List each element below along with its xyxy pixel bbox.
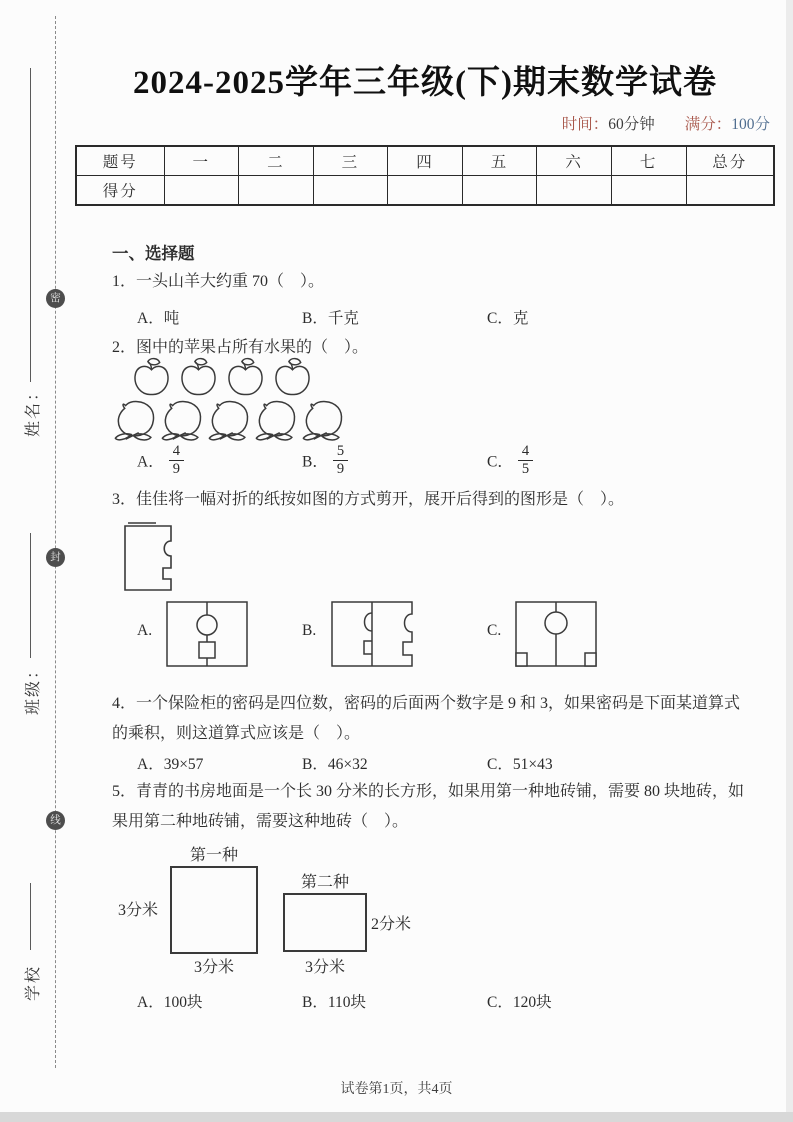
header-cell: 七 <box>611 146 686 176</box>
seal-dotted-line <box>55 16 56 1068</box>
option-a: A． $\frac{4}{9}$ <box>137 446 184 480</box>
header-cell: 四 <box>388 146 463 176</box>
option-b: B．46×32 <box>302 756 368 773</box>
seal-stamp-xian: 线 <box>46 811 65 830</box>
option-c: C. <box>487 622 502 639</box>
time-value: 60分钟 <box>608 116 655 133</box>
tile1-bottom-dim: 3分米 <box>193 959 234 976</box>
scan-edge-right <box>786 0 793 1122</box>
score-cell <box>611 176 686 206</box>
score-cell <box>164 176 239 206</box>
tile1-left-dim: 3分米 <box>118 902 159 919</box>
question-2-text: 2．图中的苹果占所有水果的（ ）。 <box>112 339 369 356</box>
page-footer: 试卷第1页，共4页 <box>340 1082 453 1097</box>
score-cell <box>239 176 314 206</box>
tile1-label: 第一种 <box>189 847 238 864</box>
score-table-score-row <box>76 176 774 206</box>
peach-icon <box>209 402 247 440</box>
score-cell <box>686 176 774 206</box>
option-a: A. <box>137 622 153 639</box>
time-label: 时间： <box>561 116 609 133</box>
question-4-options <box>112 752 777 778</box>
fruit-figure <box>110 356 360 444</box>
fraction: $\frac{4}{5}$ <box>518 443 533 477</box>
header-cell: 一 <box>164 146 239 176</box>
tile2-right-dim: 2分米 <box>371 916 412 933</box>
seal-rule-segment <box>30 883 31 950</box>
full-score-label: 满分： <box>684 116 732 133</box>
option-c: C．克 <box>487 310 529 327</box>
tile2-label: 第二种 <box>300 874 349 891</box>
question-5-text-line1: 5．青青的书房地面是一个长 30 分米的长方形，如果用第一种地砖铺，需要 80 块地砖，如 <box>112 783 745 800</box>
score-cell <box>462 176 537 206</box>
question-4-text-line2: 的乘积，则这道算式应该是（ ）。 <box>112 725 361 742</box>
exam-meta <box>75 112 770 134</box>
option-b: B． $\frac{5}{9}$ <box>302 446 348 480</box>
option-b-figure <box>330 600 414 668</box>
section-title: 一、选择题 <box>112 244 195 263</box>
header-cell: 六 <box>537 146 612 176</box>
scan-edge-bottom <box>0 1112 793 1122</box>
score-table <box>75 145 775 206</box>
peach-icon <box>303 402 341 440</box>
peach-icon <box>115 402 153 440</box>
exam-title: 2024-2025学年三年级(下)期末数学试卷 <box>133 65 717 101</box>
fraction: $\frac{4}{9}$ <box>169 443 184 477</box>
student-class-label: 班级： <box>25 661 42 716</box>
question-3-options <box>112 598 777 672</box>
question-1-options <box>112 306 777 332</box>
seal-rule-segment <box>30 68 31 382</box>
tile2-figure <box>283 893 367 952</box>
option-c: C．51×43 <box>487 756 553 773</box>
option-a: A．39×57 <box>137 756 204 773</box>
score-table-header-row <box>76 146 774 176</box>
question-4-text-line1: 4．一个保险柜的密码是四位数，密码的后面两个数字是 9 和 3，如果密码是下面某道算式 <box>112 695 741 712</box>
header-cell: 三 <box>313 146 388 176</box>
score-cell <box>313 176 388 206</box>
tile1-figure <box>170 866 258 954</box>
seal-rule-segment <box>30 533 31 658</box>
option-c: C． $\frac{4}{5}$ <box>487 446 533 480</box>
apple-icon <box>135 359 168 395</box>
seal-stamp-mi: 密 <box>46 289 65 308</box>
student-name-label: 姓名： <box>25 383 42 438</box>
option-b: B. <box>302 622 317 639</box>
question-5-options <box>112 990 777 1016</box>
header-cell: 题号 <box>76 146 164 176</box>
peach-icon <box>256 402 294 440</box>
option-c-figure <box>514 600 598 668</box>
student-school-label: 学校 <box>25 965 42 1002</box>
option-a: A．100块 <box>137 994 203 1011</box>
question-5-text-line2: 果用第二种地砖铺，需要这种地砖（ ）。 <box>112 813 409 830</box>
question-3-text: 3．佳佳将一幅对折的纸按如图的方式剪开，展开后得到的图形是（ ）。 <box>112 491 625 508</box>
folded-paper-figure <box>120 516 180 596</box>
option-b: B．110块 <box>302 994 367 1011</box>
score-cell <box>537 176 612 206</box>
seal-stamp-feng: 封 <box>46 548 65 567</box>
question-1-text: 1．一头山羊大约重 70（ ）。 <box>112 273 325 290</box>
score-cell <box>388 176 463 206</box>
option-a-figure <box>165 600 249 668</box>
full-score-value: 100分 <box>731 116 770 133</box>
option-c: C．120块 <box>487 994 552 1011</box>
apple-icon <box>276 359 309 395</box>
option-b: B．千克 <box>302 310 359 327</box>
score-row-label: 得分 <box>76 176 164 206</box>
header-cell: 五 <box>462 146 537 176</box>
fraction: $\frac{5}{9}$ <box>333 443 348 477</box>
header-cell: 总分 <box>686 146 774 176</box>
question-2-options <box>112 443 777 488</box>
header-cell: 二 <box>239 146 314 176</box>
apple-icon <box>229 359 262 395</box>
apple-icon <box>182 359 215 395</box>
option-a: A．吨 <box>137 310 180 327</box>
tile2-bottom-dim: 3分米 <box>304 959 345 976</box>
peach-icon <box>162 402 200 440</box>
